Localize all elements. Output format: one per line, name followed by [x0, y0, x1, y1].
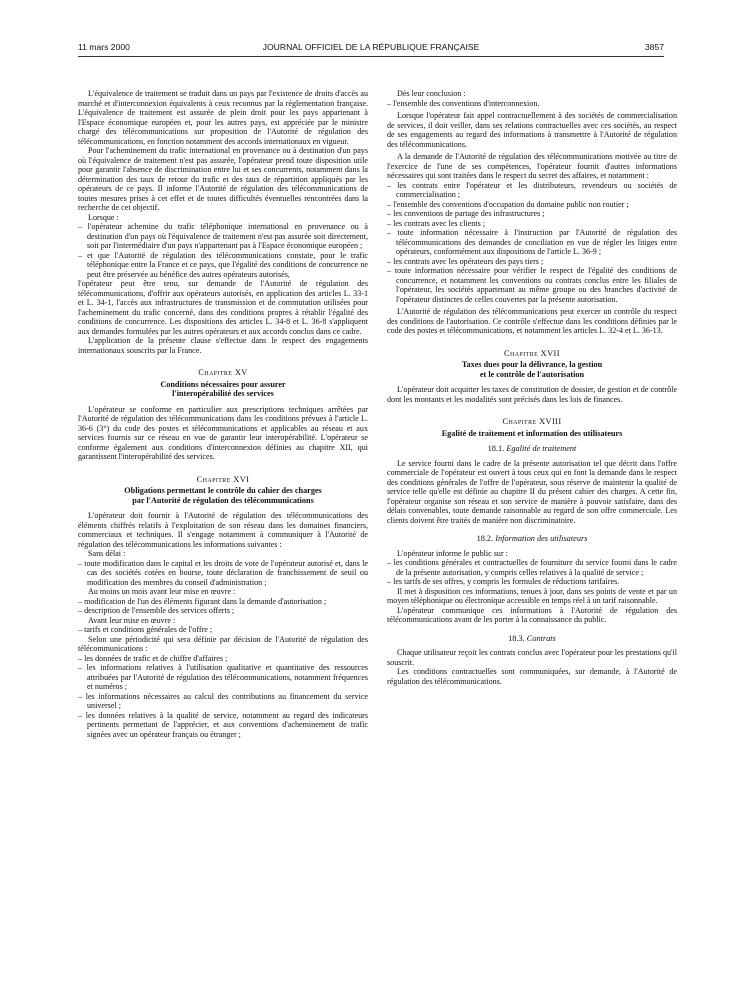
paragraph: L'opérateur doit fournir à l'Autorité de régulation des télécommunications des éléments chiffrés relatifs à l'exploitation de son réseau dans les domaines financiers, commerciaux et techniques. Il s'engage notamment à communiquer à l'Autorité de régulation des télécommunications les informations suivantes : — [78, 511, 368, 549]
bullet-list — [78, 597, 368, 616]
paragraph: Dès leur conclusion : — [397, 89, 466, 98]
page-number: 3857 — [644, 42, 664, 52]
list-item: – les informations relatives à l'utilisation qualitative et quantitative des ressources attribuées par l'Autorité de régulation des télécommunications, notamment fréquences et numéros ; — [78, 663, 368, 692]
section-heading — [387, 534, 677, 544]
chapter-title-line: et le contrôle de l'autorisation — [479, 369, 585, 379]
bullet-list — [78, 625, 368, 635]
journal-title: JOURNAL OFFICIEL DE LA RÉPUBLIQUE FRANÇAISE — [262, 42, 480, 52]
paragraph: L'opérateur doit acquitter les taxes de constitution de dossier, de gestion et de contrôle dont les montants et les modalités sont précisés dans les lois de finances. — [387, 385, 677, 404]
list-item: – l'opérateur achemine du trafic téléphonique international en provenance ou à destination d'un pays où l'équivalence de traitement n'est pas assurée soit directement, soit par l'intermédiaire d'un pays n'appartenant pas à l'Espace économique européen ; — [78, 222, 368, 251]
section-title: Egalité de traitement — [506, 444, 577, 453]
bullet-list — [387, 558, 677, 587]
list-item: – toute information nécessaire à l'instruction par l'Autorité de régulation des télécommunications des demandes de conciliation en vue de régler les litiges entre opérateurs, conformément aux dispositions de l'article L. 36-9 ; — [387, 228, 677, 257]
list-item: – modification de l'un des éléments figurant dans la demande d'autorisation ; — [78, 597, 368, 607]
paragraph: L'équivalence de traitement se traduit dans un pays par l'existence de droits d'accès au marché et d'interconnexion équivalents à ceux reconnus par la réglementation française. L'équivalence de traitement est assurée de plein droit pour les pays appartenant à l'Espace économique européen et, pour les autres pays, est appréciée par le ministre chargé des télécommunications sur proposition de l'Autorité de régulation des télécommunications, en fonction notamment des accords internationaux en vigueur. — [78, 89, 368, 146]
chapter-title-line: Egalité de traitement et information des utilisateurs — [441, 428, 623, 438]
paragraph: L'opérateur se conforme en particulier aux prescriptions techniques arrêtées par l'Autorité de régulation des télécommunications dans les conditions prévues à l'article L. 36-6 (3°) du code des postes et télécommunications et applicables au réseau et aux services fournis sur ce réseau en vue de garantir leur interopérabilité. L'opérateur se conforme également aux conditions d'interconnexion définies au chapitre XII, qui garantissent l'interopérabilité des services. — [78, 404, 368, 461]
header-date: 11 mars 2000 — [78, 42, 130, 52]
chapter-title-line: par l'Autorité de régulation des télécommunications — [132, 495, 314, 505]
paragraph: Chaque utilisateur reçoit les contrats conclus avec l'opérateur pour les prestations qu'il souscrit. — [387, 648, 677, 667]
chapter-title-line: l'interopérabilité des services — [172, 389, 274, 398]
section-number: 18.2. — [476, 534, 494, 543]
chapter-label: Chapitre XVI — [196, 474, 250, 484]
list-item: – les données de trafic et de chiffre d'affaires ; — [78, 654, 368, 664]
chapter-title-line: Obligations permettant le contrôle du cahier des charges — [124, 486, 322, 495]
paragraph: Au moins un mois avant leur mise en œuvre : — [88, 587, 236, 596]
section-number: 18.1. — [487, 444, 505, 453]
chapter-title — [387, 429, 677, 439]
list-item: – toute information nécessaire pour vérifier le respect de l'égalité des conditions de concurrence, et notamment les conventions ou contrats conclus entre les filiales de l'opérateur, les sociétés appartenant au même groupe ou des branches d'activité de l'opérateur distinctes de celles couvertes par la présente autorisation. — [387, 266, 677, 304]
paragraph: Selon une périodicité qui sera définie par décision de l'Autorité de régulation des télécommunications : — [78, 634, 368, 653]
paragraph: Avant leur mise en œuvre : — [88, 615, 176, 625]
section-heading — [387, 444, 677, 454]
list-item: – les contrats avec les opérateurs des pays tiers ; — [387, 257, 677, 267]
list-item: – description de l'ensemble des services offerts ; — [78, 606, 368, 616]
paragraph: L'Autorité de régulation des télécommunications peut exercer un contrôle du respect des conditions de l'autorisation. Ce contrôle s'effectue dans les conditions définies par le code des postes et télécommunications, et notamment les articles L. 32-4 et L. 36-13. — [387, 307, 677, 335]
section-number: 18.3. — [508, 633, 525, 643]
chapter-label: Chapitre XV — [198, 368, 248, 377]
bullet-list — [387, 99, 677, 109]
list-item: – les tarifs de ses offres, y compris les formules de réductions tarifaires. — [387, 577, 677, 587]
chapter-title — [387, 360, 677, 379]
section-title: Information des utilisateurs — [495, 534, 588, 543]
paragraph: l'opérateur peut être tenu, sur demande de l'Autorité de régulation des télécommunications, d'offrir aux opérateurs autorisés, en application des articles L. 33-1 et L. 34-1, l'accès aux infrastructures de transmission et de commutation utilisées pour l'acheminement du trafic concerné, dans des conditions propres à rétablir l'égalité des conditions de concurrence. Les dispositions des articles L. 34-8 et L. 36-8 s'appliquent aux demandes formulées par les autres opérateurs et aux accords conclus dans ce cadre. — [78, 279, 368, 336]
paragraph: L'application de la présente clause s'effectue dans le respect des engagements internationaux souscrits par la France. — [78, 336, 368, 355]
chapter-title-line: Conditions nécessaires pour assurer — [160, 379, 286, 389]
list-item: – l'ensemble des conventions d'interconnexion. — [387, 99, 677, 109]
paragraph: Lorsque : — [88, 212, 119, 222]
list-item: – les données relatives à la qualité de service, notamment au regard des indicateurs pertinents permettant de l'apprécier, et aux conventions d'acheminement de trafic signées avec un opérateur français ou étranger ; — [78, 711, 368, 740]
paragraph: A la demande de l'Autorité de régulation des télécommunications motivée au titre de l'exercice de l'une de ses compétences, l'opérateur fournit d'autres informations nécessaires qui sont traitées dans le respect du secret des affaires, et notamment : — [387, 152, 677, 180]
list-item: – les contrats entre l'opérateur et les distributeurs, revendeurs ou sociétés de commercialisation ; — [387, 181, 677, 200]
paragraph: L'opérateur communique ces informations à l'Autorité de régulation des télécommunications avant de les porter à la connaissance du public. — [387, 605, 677, 624]
left-column — [78, 89, 368, 739]
bullet-list — [387, 181, 677, 305]
section-title: Contrats — [526, 633, 556, 643]
header-rule — [78, 56, 664, 57]
paragraph: Il met à disposition ces informations, tenues à jour, dans ses points de vente et par un moyen téléphonique ou électronique accessible en temps réel à un tarif raisonnable. — [387, 586, 677, 605]
bullet-list — [78, 222, 368, 279]
section-heading — [387, 634, 677, 644]
list-item: – et que l'Autorité de régulation des télécommunications constate, pour le trafic téléphonique entre la France et ce pays, que l'égalité des conditions de concurrence ne peut être préservée au bénéfice des autres opérateurs autorisés, — [78, 251, 368, 280]
bullet-list — [78, 559, 368, 588]
chapter-label: Chapitre XVIII — [502, 417, 562, 426]
chapter-title — [78, 486, 368, 505]
paragraph: L'opérateur informe le public sur : — [397, 548, 508, 558]
chapter-title — [78, 380, 368, 399]
right-column — [387, 89, 677, 686]
list-item: – tarifs et conditions générales de l'offre ; — [78, 625, 368, 635]
paragraph: Les conditions contractuelles sont communiquées, sur demande, à l'Autorité de régulation des télécommunications. — [387, 667, 677, 686]
page-header — [78, 42, 664, 56]
list-item: – les conditions générales et contractuelles de fourniture du service fourni dans le cadre de la présente autorisation, y compris celles relatives à la qualité de service ; — [387, 558, 677, 577]
paragraph: Sans délai : — [88, 549, 126, 558]
list-item: – les conventions de partage des infrastructures ; — [387, 209, 677, 219]
list-item: – les contrats avec les clients ; — [387, 219, 677, 229]
paragraph: Lorsque l'opérateur fait appel contractuellement à des sociétés de commercialisation de services, il doit veiller, dans ses relations contractuelles avec ces sociétés, au respect de ses engagements au regard des informations à transmettre à l'Autorité de régulation des télécommunications. — [387, 111, 677, 149]
bullet-list — [78, 654, 368, 740]
chapter-title-line: Taxes dues pour la délivrance, la gestion — [461, 360, 603, 369]
list-item: – toute modification dans le capital et les droits de vote de l'opérateur autorisé et, dans le cas des sociétés cotées en bourse, toute déclaration de franchissement de seuil ou modification des membres du conseil d'administration ; — [78, 559, 368, 588]
list-item: – les informations nécessaires au calcul des contributions au financement du service universel ; — [78, 692, 368, 711]
list-item: – l'ensemble des conventions d'occupation du domaine public non routier ; — [387, 200, 677, 210]
paragraph: Pour l'acheminement du trafic international en provenance ou à destination d'un pays où l'équivalence de traitement n'est pas assurée, l'opérateur prend toute disposition utile pour garantir l'absence de discrimination entre lui et ses concurrents, notamment dans la détermination des taux de retour du trafic et des taux de répartition appliqués par les opérateurs de ce pays. Il informe l'Autorité de régulation des télécommunications de toutes mesures prises à cet effet et de toutes difficultés éventuelles rencontrées dans la recherche de cet objectif. — [78, 146, 368, 212]
paragraph: Le service fourni dans le cadre de la présente autorisation tel que décrit dans l'offre commerciale de l'opérateur est ouvert à tous ceux qui en font la demande dans le respect des conditions générales de l'offre de l'opérateur, sous réserve de maintenir la qualité de service telle qu'elle est définie au chapitre II du présent cahier des charges. A cette fin, l'opérateur organise son réseau et son service de manière à pouvoir satisfaire, dans des délais convenables, toute demande raisonnable au regard de son offre commerciale. Les clients doivent être traités de manière non discriminatoire. — [387, 458, 677, 525]
chapter-label: Chapitre XVII — [504, 348, 560, 358]
